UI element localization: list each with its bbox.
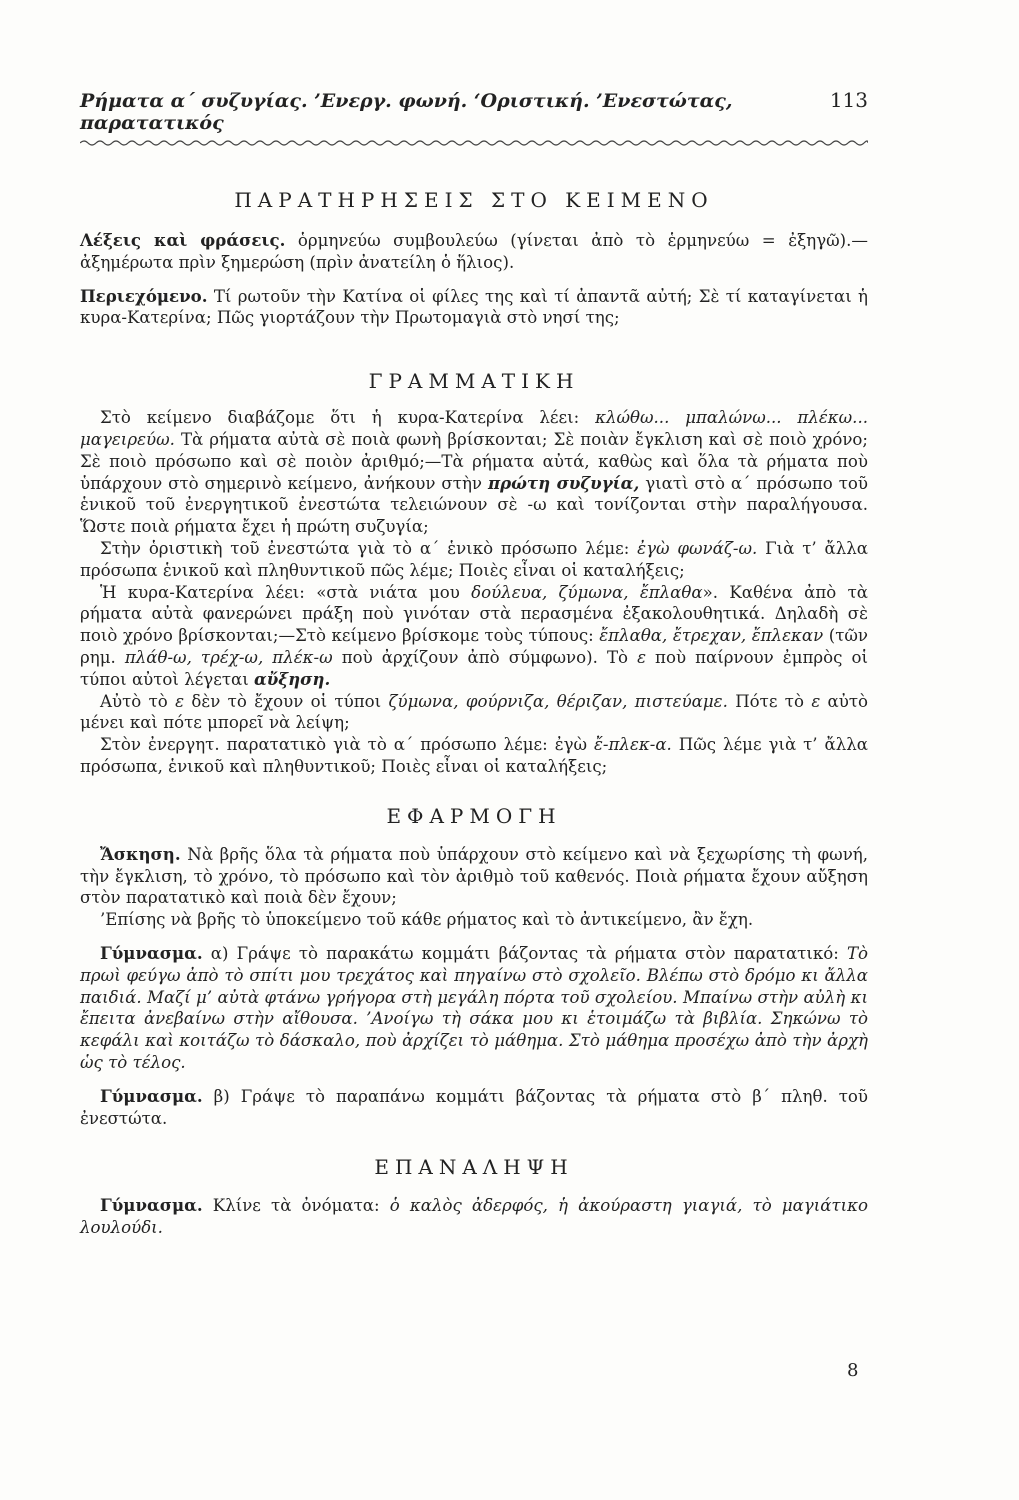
periexomeno-paragraph xyxy=(80,286,868,330)
page-number: 113 xyxy=(829,88,868,112)
wavy-rule xyxy=(80,138,868,148)
grammatiki-paragraph-2: Στὴν ὁριστικὴ τοῦ ἐνεστώτα γιὰ τὸ α΄ ἑνικὸ πρόσωπο λέμε: ἐγὼ φωνάζ-ω. Γιὰ τ’ ἄλλα πρόσωπα ἑνικοῦ καὶ πληθυντικοῦ πῶς λέμε; Ποιὲς εἶναι οἱ καταλήξεις; xyxy=(80,538,868,580)
heading-epanalipsi: ΕΠΑΝΑΛΗΨΗ xyxy=(374,1155,574,1180)
first-conjugation-term: πρώτη συζυγία, xyxy=(487,472,640,493)
askisi-paragraph-2: ’Επίσης νὰ βρῆς τὸ ὑποκείμενο τοῦ κάθε ρήματος καὶ τὸ ἀντικείμενο, ἂν ἔχη. xyxy=(100,910,754,930)
askisi-paragraph: Ἄσκηση. Νὰ βρῆς ὅλα τὰ ρήματα ποὺ ὑπάρχουν στὸ κείμενο καὶ νὰ ξεχωρίσης τὴ φωνή, τὴν ἔγκλιση, τὸ χρόνο, τὸ πρόσωπο καὶ τὸν ἀριθμὸ τοῦ καθενός. Ποιὰ ρήματα ἔχουν αὔξηση στὸν παρατατικὸ καὶ ποιὰ δὲν ἔχουν; xyxy=(80,843,868,908)
heading-paratiriseis: ΠΑΡΑΤΗΡΗΣΕΙΣ ΣΤΟ ΚΕΙΜΕΝΟ xyxy=(234,188,714,212)
book-page xyxy=(80,88,868,1239)
periexomeno-text: Τί ρωτοῦν τὴν Κατίνα οἱ φίλες της καὶ τί ἀπαντᾶ αὐτή; Σὲ τί καταγίνεται ἡ κυρα-Κατερίνα; Πῶς γιορτάζουν τὴν Πρωτομαγιὰ στὸ νησί της; xyxy=(80,286,869,328)
lexeis-text: ὁρμηνεύω συμβουλεύω (γίνεται ἀπὸ τὸ ἑρμηνεύω = ἐξηγῶ).—ἀξημέρωτα πρὶν ξημερώση (πρὶν ἀνατείλη ὁ ἥλιος). xyxy=(80,231,868,272)
gymnasma-b-label: Γύμνασμα. xyxy=(100,1085,203,1106)
heading-grammatiki: ΓΡΑΜΜΑΤΙΚΗ xyxy=(368,369,580,394)
epanalipsi-gymnasma-label: Γύμνασμα. xyxy=(100,1195,203,1216)
grammatiki-paragraph-5: Στὸν ἐνεργητ. παρατατικὸ γιὰ τὸ α΄ πρόσωπο λέμε: ἐγὼ ἔ-πλεκ-α. Πῶς λέμε γιὰ τ’ ἄλλα πρόσωπα, ἑνικοῦ καὶ πληθυντικοῦ; Ποιὲς εἶναι οἱ καταλήξεις; xyxy=(80,735,868,776)
running-title: Ρήματα α΄ συζυγίας. ’Ενεργ. φωνή. ‘Οριστική. ’Ενεστώτας, παρατατικός xyxy=(80,90,733,134)
grammatiki-paragraph-1: Στὸ κείμενο διαβάζομε ὅτι ἡ κυρα-Κατερίνα λέει: κλώθω... μπαλώνω... πλέκω... μαγειρεύω. Τὰ ρήματα αὐτὰ σὲ ποιὰ φωνὴ βρίσκονται; Σὲ ποιὰν ἔγκλιση καὶ σὲ ποιὸ χρόνο; Σὲ ποιὸ πρόσωπο καὶ σὲ ποιὸν ἀριθμό;—Τὰ ρήματα αὐτά, καθὼς καὶ ὅλα τὰ ρήματα ποὺ ὑπάρχουν στὸ σημερινὸ κείμενο, ἀνήκουν στὴν πρώτη συζυγία, γιατὶ στὸ α΄ πρόσωπο τοῦ ἑνικοῦ τοῦ ἐνεργητικοῦ ἐνεστώτα τελειώνουν σὲ -ω καὶ τονίζονται στὴν παραλήγουσα. Ὥστε ποιὰ ρήματα ἔχει ἡ πρώτη συζυγία; xyxy=(80,408,869,537)
epanalipsi-paragraph: Γύμνασμα. Κλίνε τὰ ὀνόματα: ὁ καλὸς ἀδερφός, ἡ ἀκούραστη γιαγιά, τὸ μαγιάτικο λουλούδι. xyxy=(80,1195,868,1238)
gymnasma-a-paragraph: Γύμνασμα. α) Γράψε τὸ παρακάτω κομμάτι βάζοντας τὰ ρήματα στὸν παρατατικό: Τὸ πρωὶ φεύγω ἀπὸ τὸ σπίτι μου τρεχάτος καὶ πηγαίνω στὸ σχολεῖο. Βλέπω στὸ δρόμο κι ἄλλα παιδιά. Μαζί μ’ αὐτὰ φτάνω γρήγορα στὴ μεγάλη πόρτα τοῦ σχολείου. Μπαίνω στὴν αὐλὴ κι ἔπειτα ἀνεβαίνω στὴν αἴθουσα. ’Ανοίγω τὴ σάκα μου κι ἑτοιμάζω τὰ βιβλία. Σηκώνω τὸ κεφάλι καὶ κοιτάζω τὸ δάσκαλο, ποὺ ἀρχίζει τὸ μάθημα. Στὸ μάθημα προσέχω ἀπὸ τὴν ἀρχὴ ὡς τὸ τέλος. xyxy=(80,942,868,1072)
heading-efarmogi: ΕΦΑΡΜΟΓΗ xyxy=(386,803,562,828)
gymnasma-a-passage: Τὸ πρωὶ φεύγω ἀπὸ τὸ σπίτι μου τρεχάτος καὶ πηγαίνω στὸ σχολεῖο. Βλέπω στὸ δρόμο κι ἄλλα παιδιά. Μαζί μ’ αὐτὰ φτάνω γρήγορα στὴ μεγάλη πόρτα τοῦ σχολείου. Μπαίνω στὴν αὐλὴ κι ἔπειτα ἀνεβαίνω στὴν αἴθουσα. ’Ανοίγω τὴ σάκα μου κι ἑτοιμάζω τὰ βιβλία. Σηκώνω τὸ κεφάλι καὶ κοιτάζω τὸ δάσκαλο, ποὺ ἀρχίζει τὸ μάθημα. Στὸ μάθημα προσέχω ἀπὸ τὴν ἀρχὴ ὡς τὸ τέλος. xyxy=(80,943,868,1072)
askisi-label: Ἄσκηση. xyxy=(100,843,181,864)
lexeis-label: Λέξεις καὶ φράσεις. xyxy=(80,230,286,250)
gymnasma-a-label: Γύμνασμα. xyxy=(100,942,203,963)
running-header xyxy=(80,88,868,134)
grammatiki-paragraph-3: Ἡ κυρα-Κατερίνα λέει: «στὰ νιάτα μου δούλευα, ζύμωνα, ἔπλαθα». Καθένα ἀπὸ τὰ ρήματα αὐτὰ φανερώνει πράξη ποὺ γινόταν στὰ περασμένα ἐξακολουθητικά. Δηλαδὴ σὲ ποιὸ χρόνο βρίσκονται;—Στὸ κείμενο βρίσκομε τοὺς τύπους: ἔπλαθα, ἔτρεχαν, ἔπλεκαν (τῶν ρημ. πλάθ-ω, τρέχ-ω, πλέκ-ω ποὺ ἀρχίζουν ἀπὸ σύμφωνο). Τὸ ε ποὺ παίρνουν ἐμπρὸς οἱ τύποι αὐτοὶ λέγεται αὔξηση. xyxy=(80,582,868,689)
grammatiki-paragraph-4: Αὐτὸ τὸ ε δὲν τὸ ἔχουν οἱ τύποι ζύμωνα, φούρνιζα, θέριζαν, πιστεύαμε. Πότε τὸ ε αὐτὸ μένει καὶ πότε μπορεῖ νὰ λείψη; xyxy=(80,691,869,733)
periexomeno-label: Περιεχόμενο. xyxy=(80,285,208,306)
augment-term: αὔξηση. xyxy=(253,668,331,689)
signature-mark: 8 xyxy=(847,1360,859,1381)
gymnasma-b-paragraph: Γύμνασμα. β) Γράψε τὸ παραπάνω κομμάτι βάζοντας τὰ ρήματα στὸ β΄ πληθ. τοῦ ἐνεστώτα. xyxy=(80,1085,868,1128)
lexeis-paragraph xyxy=(80,230,868,274)
verb-examples: κλώθω... μπαλώνω... πλέκω... μαγειρεύω. xyxy=(80,408,868,449)
